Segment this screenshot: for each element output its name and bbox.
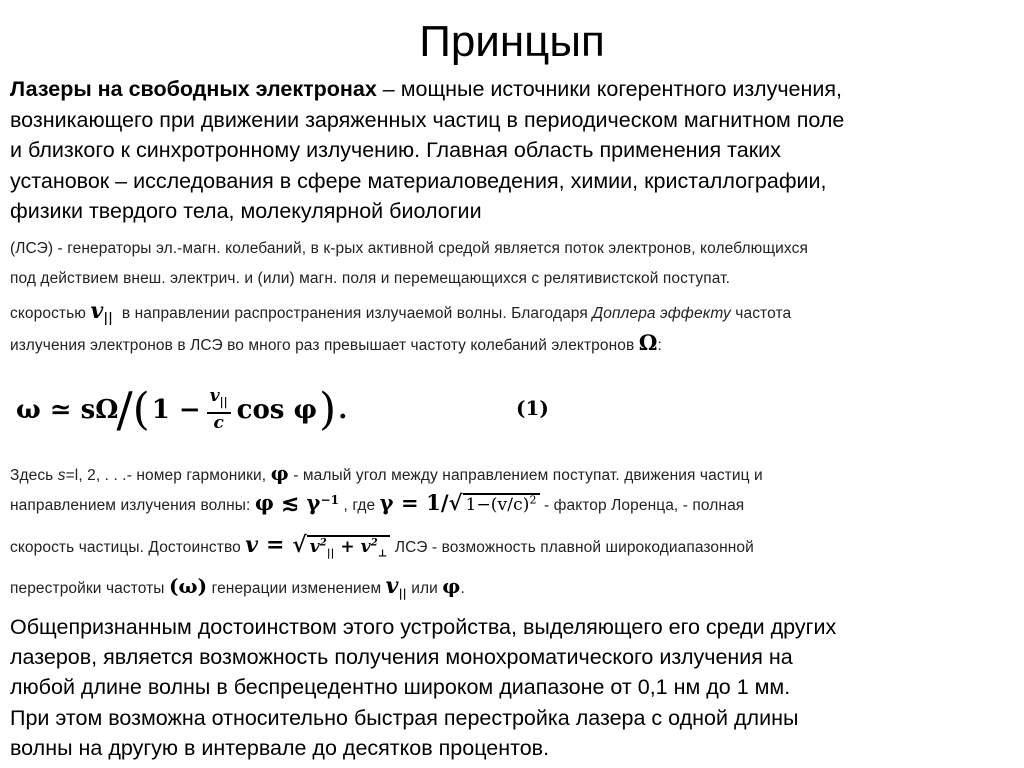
- excerpt-line-3-b: в направлении распространения излучаемой волны. Благодаря: [121, 305, 588, 322]
- phi-symbol-2: φ: [442, 574, 461, 598]
- excerpt-line-6-b: , где: [343, 497, 376, 514]
- excerpt-line-6-a: направлением излучения волны:: [10, 497, 251, 514]
- phi-gamma-inequality: φ ≲ γ: [254, 490, 321, 515]
- excerpt-line-3-a: скоростью: [10, 305, 87, 322]
- excerpt-line-5-a: Здесь: [10, 467, 54, 484]
- harmonic-s-symbol: s: [57, 467, 66, 484]
- excerpt-line-7-b: ЛСЭ - возможность плавной широкодиапазонной: [394, 539, 754, 556]
- equation-open-paren: (: [132, 384, 150, 435]
- excerpt-line-2: под действием внеш. электрич. и (или) магн. поля и перемещающихся с релятивистской поступат.: [10, 270, 730, 287]
- excerpt-line-8: [10, 573, 1014, 600]
- equation-slash: /: [116, 382, 133, 438]
- intro-line-5: физики твердого тела, молекулярной биологии: [10, 199, 482, 223]
- v-parallel-subscript: ||: [103, 311, 114, 327]
- velocity-radicand-v1: v: [309, 537, 320, 557]
- equation-lhs: ω ≃ sΩ: [16, 395, 119, 425]
- excerpt-line-8-b: генерации изменением: [211, 580, 382, 597]
- excerpt-line-6: [10, 490, 1014, 515]
- intro-line-1: [10, 74, 1014, 105]
- velocity-formula: v = √: [245, 532, 307, 558]
- excerpt-line-4: [10, 330, 1014, 355]
- slide-title: Принцып: [419, 17, 605, 66]
- excerpt-line-8-d: .: [460, 580, 465, 597]
- equation-cos: cos φ: [236, 395, 318, 425]
- lorentz-factor-formula: γ = 1/√: [379, 490, 463, 515]
- equation-fraction-denominator: c: [213, 412, 224, 433]
- outro-line-5: волны на другую в интервале до десятков процентов.: [10, 735, 550, 760]
- excerpt-line-1: (ЛСЭ) - генераторы эл.-магн. колебаний, в к-рых активной средой является поток электронов, колеблющихся: [10, 240, 808, 257]
- equation-one-minus: 1 −: [151, 395, 201, 425]
- omega-symbol: Ω: [638, 330, 658, 355]
- excerpt-line-5-c: - малый угол между направлением поступат. движения частиц и: [293, 467, 763, 484]
- excerpt-line-3-c: частота: [735, 305, 792, 322]
- equation-fraction-numerator: [207, 387, 231, 413]
- intro-paragraph: [10, 74, 1014, 227]
- excerpt-line-7: [10, 532, 1014, 559]
- velocity-radicand-exp1: 2: [319, 537, 327, 549]
- outro-line-3: любой длине волны в беспрецедентно широком диапазоне от 0,1 нм до 1 мм.: [10, 675, 791, 700]
- excerpt-line-8-a: перестройки частоты: [10, 580, 165, 597]
- intro-line-4: установок – исследования в сфере материаловедения, химии, кристаллографии,: [10, 168, 827, 193]
- excerpt-line-4-b: :: [657, 337, 662, 354]
- frequency-omega: (ω): [168, 574, 208, 598]
- excerpt-line-4-a: излучения электронов в ЛСЭ во много раз превышает частоту колебаний электронов: [10, 337, 635, 354]
- velocity-radicand-sub1: ||: [326, 548, 335, 560]
- lorentz-radicand-text: 1−(v/c): [465, 495, 530, 515]
- phi-symbol: φ: [270, 461, 289, 485]
- excerpt-line-6-c: - фактор Лоренца, - полная: [543, 497, 745, 514]
- equation-num-sub: ||: [219, 395, 228, 409]
- lorentz-radicand-exponent: 2: [529, 493, 537, 507]
- excerpt-line-7-a: скорость частицы. Достоинство: [10, 539, 241, 556]
- lorentz-radicand: [463, 493, 540, 515]
- velocity-radicand-sub2: ⊥: [377, 548, 388, 560]
- v-parallel-symbol: v: [90, 298, 104, 324]
- equation-number: (1): [516, 396, 549, 420]
- equation-period: .: [338, 395, 348, 425]
- velocity-radicand-exp2: 2: [370, 537, 378, 549]
- v-parallel-subscript-2: ||: [398, 587, 407, 601]
- doppler-effect-link-text: Доплера эффекту: [592, 305, 731, 322]
- intro-line-2: возникающего при движении заряженных частиц в периодическом магнитном поле: [10, 107, 845, 132]
- v-parallel-symbol-2: v: [385, 573, 399, 599]
- outro-paragraph: [10, 612, 1020, 763]
- equation-num-v: v: [209, 386, 220, 407]
- intro-bold-term: Лазеры на свободных электронах: [10, 77, 377, 101]
- velocity-radicand: [307, 535, 391, 560]
- intro-line-3: и близкого к синхротронному излучению. Главная область применения таких: [10, 138, 781, 162]
- excerpt-line-8-c: или: [411, 580, 438, 597]
- outro-line-1: Общепризнанным достоинством этого устройства, выделяющего его среди других: [10, 615, 837, 639]
- excerpt-line-5-b: =l, 2, . . .- номер гармоники,: [65, 467, 267, 484]
- intro-line-1-text: – мощные источники когерентного излучения,: [376, 77, 842, 101]
- equation-fraction: [207, 387, 231, 432]
- velocity-radicand-plus-v2: + v: [340, 537, 371, 557]
- excerpt-line-3: [10, 298, 1014, 326]
- outro-line-4: При этом возможна относительно быстрая перестройка лазера с одной длины: [10, 705, 799, 730]
- excerpt-line-5: [10, 461, 1014, 485]
- outro-line-2: лазеров, является возможность получения монохроматического излучения на: [10, 645, 793, 670]
- phi-gamma-exponent: −1: [320, 492, 340, 507]
- equation-1: [16, 378, 347, 442]
- equation-close-paren: ): [319, 384, 337, 435]
